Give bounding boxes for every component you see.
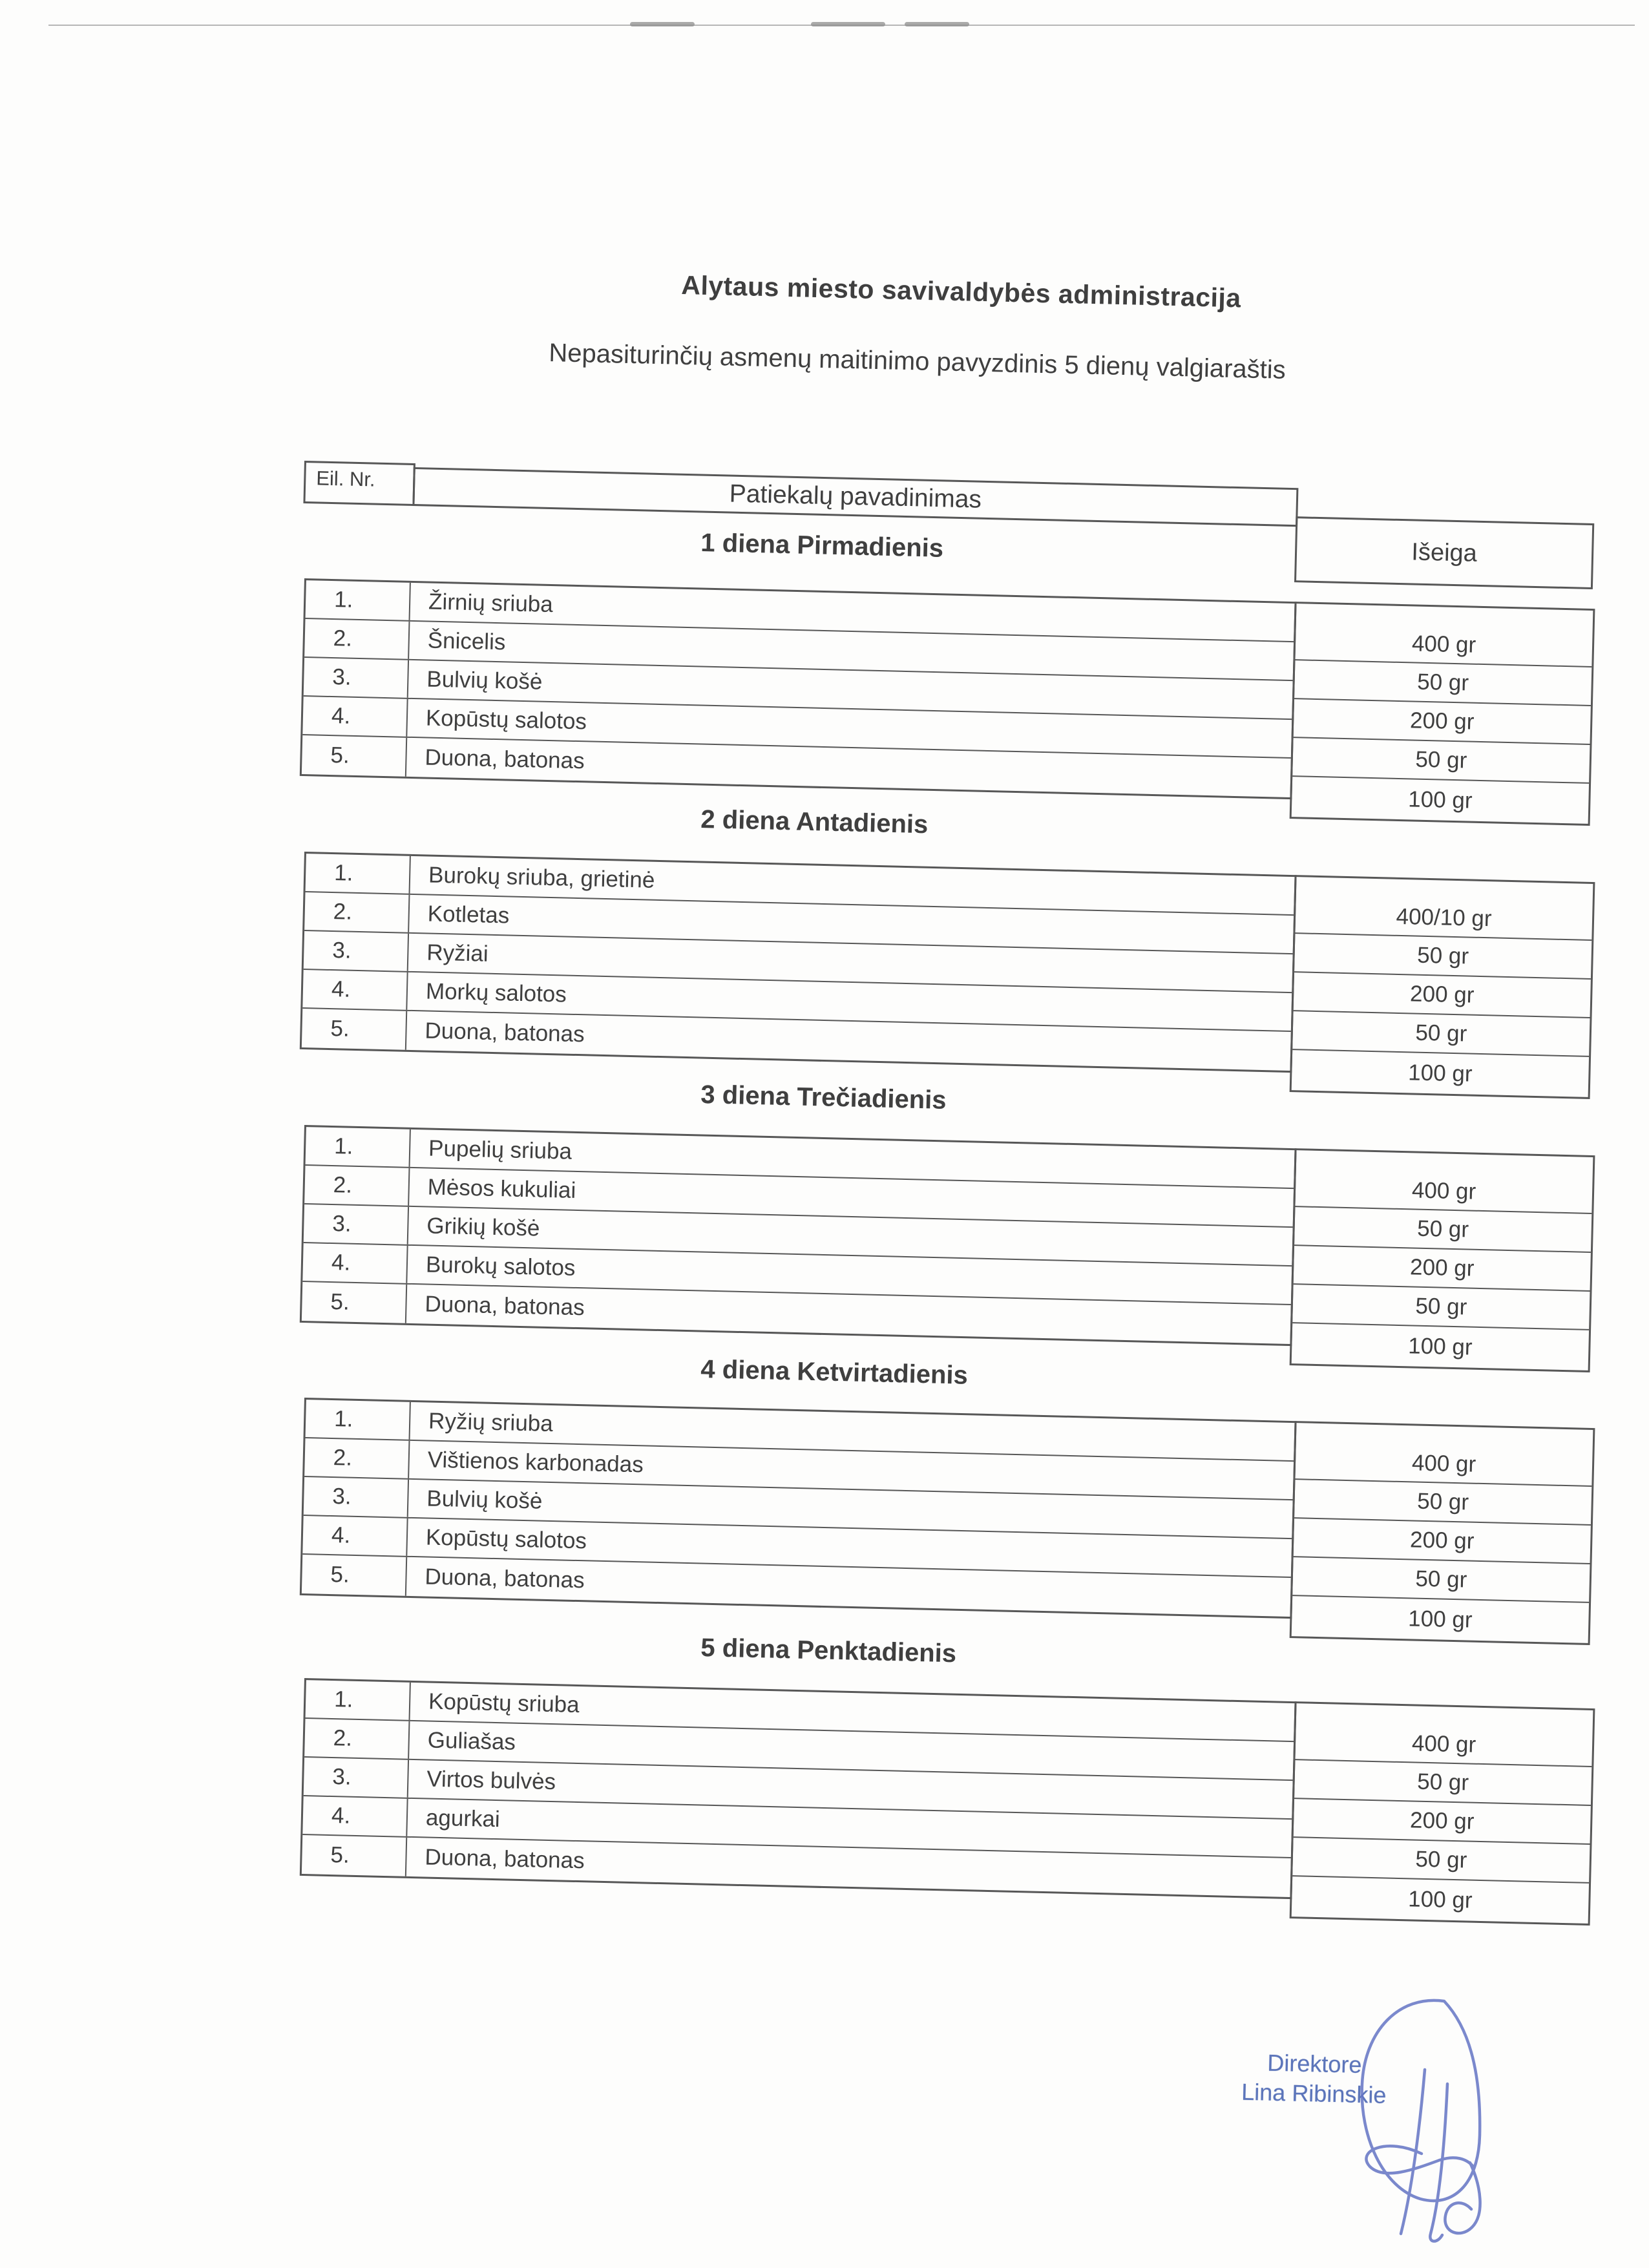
- row-number: 3.: [304, 658, 409, 698]
- portion-value: 50 gr: [1294, 1480, 1591, 1526]
- portion-column-block: [1290, 602, 1595, 826]
- row-number: 2.: [304, 619, 410, 659]
- dish-name: Duona, batonas: [425, 1018, 585, 1047]
- portion-value: 100 gr: [1407, 1333, 1473, 1360]
- dish-name: Duona, batonas: [425, 1291, 585, 1321]
- day-menu-table: [299, 578, 1595, 828]
- portion-value: 200 gr: [1294, 972, 1591, 1018]
- day-caption: 5 diena Penktadienis: [700, 1633, 957, 1668]
- page-title: Alytaus miesto savivaldybės administracija: [680, 270, 1242, 313]
- portion-value: 100 gr: [1407, 786, 1473, 814]
- row-number: 1.: [306, 1400, 411, 1440]
- day-menu-table: [299, 1678, 1595, 1928]
- portion-value: 400 gr: [1295, 1150, 1593, 1214]
- row-number: 5.: [302, 1835, 407, 1876]
- row-number: 3.: [304, 1204, 409, 1244]
- dish-name: Duona, batonas: [425, 1564, 585, 1593]
- portion-value: 200 gr: [1294, 1518, 1591, 1564]
- portion-value: 400/10 gr: [1295, 877, 1593, 941]
- dish-rows-block: [300, 1678, 1297, 1899]
- stamp-name-text: Lina Ribinskie: [1241, 2078, 1387, 2108]
- row-number: 2.: [304, 1719, 410, 1759]
- portion-value: 50 gr: [1294, 660, 1591, 706]
- menu-header-table: [302, 461, 1595, 598]
- dish-name: Žirnių sriuba: [428, 589, 554, 618]
- row-number: 3.: [304, 1477, 409, 1517]
- handwritten-signature: [1338, 1993, 1512, 2245]
- dish-name: Burokų salotos: [425, 1252, 576, 1281]
- row-number: 3.: [304, 1758, 409, 1798]
- row-number: 5.: [302, 735, 407, 777]
- dish-name: Duona, batonas: [425, 1844, 585, 1874]
- portion-value: 50 gr: [1294, 1760, 1591, 1806]
- dish-name: Burokų sriuba, grietinė: [428, 862, 655, 893]
- row-number: 3.: [304, 931, 409, 971]
- signature-stroke: [1401, 2070, 1425, 2234]
- portion-value: 50 gr: [1292, 1557, 1590, 1603]
- dish-name: Virtos bulvės: [426, 1766, 556, 1795]
- portion-column-block: [1290, 1148, 1595, 1372]
- stamp-role-text: Direktore: [1266, 2049, 1362, 2079]
- portion-value: 100 gr: [1407, 1886, 1473, 1913]
- dish-name: Ryžiai: [426, 940, 489, 967]
- portion-value: 50 gr: [1292, 1838, 1590, 1884]
- portion-value: 50 gr: [1292, 1285, 1590, 1330]
- portion-value: 400 gr: [1295, 1423, 1593, 1487]
- dish-name: Ryžių sriuba: [428, 1408, 554, 1437]
- dish-rows-block: [300, 852, 1297, 1073]
- day-caption: 3 diena Trečiadienis: [700, 1080, 947, 1115]
- row-number: 4.: [302, 1796, 408, 1836]
- row-number: 4.: [302, 697, 408, 737]
- row-number: 5.: [302, 1282, 407, 1323]
- header-cell-iseiga: Išeiga: [1294, 516, 1594, 589]
- portion-value: 50 gr: [1292, 738, 1590, 784]
- dish-name: Guliašas: [427, 1727, 516, 1755]
- row-number: 5.: [302, 1009, 407, 1050]
- scan-artifact-smudge: [630, 22, 695, 26]
- portion-value: 400 gr: [1295, 1703, 1593, 1767]
- dish-name: Šnicelis: [427, 627, 506, 655]
- row-number: 1.: [306, 1127, 411, 1167]
- scan-artifact-smudge: [811, 22, 885, 26]
- day-menu-table: [299, 1398, 1595, 1648]
- day-menu-table: [299, 852, 1595, 1102]
- row-number: 2.: [304, 1438, 410, 1478]
- dish-rows-block: [300, 1398, 1297, 1619]
- dish-name: Morkų salotos: [425, 978, 567, 1007]
- dish-name: Bulvių košė: [426, 1486, 543, 1514]
- dish-name: Duona, batonas: [425, 744, 585, 774]
- page-subtitle: Nepasiturinčių asmenų maitinimo pavyzdinis 5 dienų valgiaraštis: [548, 339, 1287, 384]
- portion-value: 100 gr: [1407, 1606, 1473, 1633]
- portion-column-block: [1290, 1701, 1595, 1926]
- dish-rows-block: [300, 578, 1297, 799]
- row-number: 1.: [306, 854, 411, 894]
- day-caption: 4 diena Ketvirtadienis: [700, 1355, 969, 1390]
- portion-value: 200 gr: [1294, 699, 1591, 745]
- row-number: 4.: [302, 970, 408, 1010]
- portion-value: 50 gr: [1294, 1207, 1591, 1253]
- dish-name: Kopūstų salotos: [425, 705, 587, 735]
- day-caption: 1 diena Pirmadienis: [700, 529, 944, 563]
- header-cell-eil-nr: Eil. Nr.: [303, 461, 415, 506]
- row-number: 2.: [304, 892, 410, 932]
- portion-value: 50 gr: [1292, 1011, 1590, 1057]
- day-menu-table: [299, 1125, 1595, 1375]
- dish-name: Kopūstų sriuba: [428, 1688, 580, 1718]
- portion-column-block: [1290, 1421, 1595, 1645]
- portion-value: 50 gr: [1294, 934, 1591, 980]
- row-number: 1.: [306, 1680, 411, 1720]
- portion-column-block: [1290, 875, 1595, 1099]
- dish-name: Mėsos kukuliai: [427, 1174, 576, 1203]
- dish-name: Bulvių košė: [426, 666, 543, 695]
- row-number: 1.: [306, 580, 411, 620]
- dish-name: Grikių košė: [426, 1213, 540, 1241]
- dish-name: Kopūstų salotos: [425, 1524, 587, 1554]
- row-number: 2.: [304, 1166, 410, 1206]
- row-number: 4.: [302, 1243, 408, 1283]
- header-cell-patiekalu-pavadinimas: Patiekalų pavadinimas: [412, 467, 1298, 527]
- dish-name: agurkai: [425, 1805, 501, 1832]
- dish-name: Pupelių sriuba: [428, 1135, 572, 1164]
- day-caption: 2 diena Antadienis: [700, 805, 929, 839]
- portion-value: 400 gr: [1295, 604, 1593, 667]
- dish-name: Kotletas: [427, 901, 510, 929]
- portion-value: 200 gr: [1294, 1246, 1591, 1292]
- dish-rows-block: [300, 1125, 1297, 1346]
- portion-value: 200 gr: [1294, 1799, 1591, 1845]
- row-number: 4.: [302, 1516, 408, 1556]
- row-number: 5.: [302, 1555, 407, 1596]
- dish-name: Vištienos karbonadas: [427, 1447, 644, 1478]
- portion-value: 100 gr: [1407, 1060, 1473, 1087]
- scan-artifact-smudge: [905, 22, 969, 26]
